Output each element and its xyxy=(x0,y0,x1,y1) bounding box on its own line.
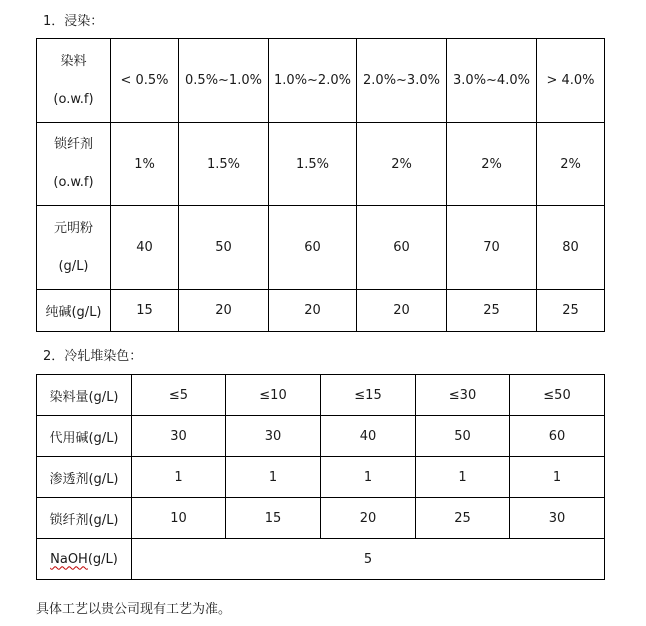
table-row xyxy=(37,290,605,332)
column-header: ≤50 xyxy=(510,375,605,416)
table-cell: 20 xyxy=(321,498,416,539)
column-header: ≤5 xyxy=(132,375,226,416)
header-cell-dye-amount: 染料量(g/L) xyxy=(37,375,132,416)
section1-heading: 1．浸染： xyxy=(43,14,104,29)
column-header: < 0.5% xyxy=(111,39,179,123)
column-header: 1.0%~2.0% xyxy=(269,39,357,123)
table-cell: 1% xyxy=(111,123,179,206)
table-cell: 1.5% xyxy=(179,123,269,206)
table-cell: 30 xyxy=(226,416,321,457)
table-cell: 2% xyxy=(447,123,537,206)
table-cell: 10 xyxy=(132,498,226,539)
section2-heading: 2．冷轧堆染色： xyxy=(43,349,143,364)
table-header-row xyxy=(37,39,605,123)
table-cell: 1 xyxy=(510,457,605,498)
table-cell: 50 xyxy=(179,206,269,290)
table-cell: 30 xyxy=(510,498,605,539)
table-cell: 25 xyxy=(447,290,537,332)
table-row-naoh xyxy=(37,539,605,580)
row-label-unit: (g/L) xyxy=(87,551,118,567)
table-cell: 2% xyxy=(537,123,605,206)
row-label-unit: (g/L) xyxy=(58,258,89,274)
table-cell: 30 xyxy=(132,416,226,457)
row-label-text: 元明粉 xyxy=(53,220,93,236)
column-header: 0.5%~1.0% xyxy=(179,39,269,123)
table-cell: 40 xyxy=(321,416,416,457)
table-cell: 1 xyxy=(416,457,510,498)
header-unit: (o.w.f) xyxy=(53,91,94,107)
table-row xyxy=(37,123,605,206)
column-header: ≤15 xyxy=(321,375,416,416)
table-cell: 2% xyxy=(357,123,447,206)
table-cell: 1 xyxy=(321,457,416,498)
row-label xyxy=(37,539,132,580)
table-cell: 25 xyxy=(537,290,605,332)
merged-cell: 5 xyxy=(132,539,605,580)
table-cell: 1 xyxy=(132,457,226,498)
table-cell: 15 xyxy=(111,290,179,332)
header-label: 染料 xyxy=(60,53,87,69)
row-label xyxy=(37,123,111,206)
table-row xyxy=(37,457,605,498)
table-cell: 20 xyxy=(269,290,357,332)
table-cell: 60 xyxy=(510,416,605,457)
table-cell: 20 xyxy=(357,290,447,332)
table-row xyxy=(37,206,605,290)
table-cell: 60 xyxy=(357,206,447,290)
table-cell: 70 xyxy=(447,206,537,290)
table-cell: 60 xyxy=(269,206,357,290)
table-row xyxy=(37,498,605,539)
row-label-text: 锁纤剂 xyxy=(53,137,93,152)
row-label: 代用碱(g/L) xyxy=(37,416,132,457)
table-cell: 50 xyxy=(416,416,510,457)
column-header: 3.0%~4.0% xyxy=(447,39,537,123)
row-label: 纯碱(g/L) xyxy=(37,290,111,332)
table-row xyxy=(37,416,605,457)
column-header: ≤30 xyxy=(416,375,510,416)
row-label xyxy=(37,206,111,290)
table-cell: 1 xyxy=(226,457,321,498)
footer-note: 具体工艺以贵公司现有工艺为准。 xyxy=(36,602,232,617)
row-label: 渗透剂(g/L) xyxy=(37,457,132,498)
immersion-dyeing-table xyxy=(36,38,605,332)
table-cell: 40 xyxy=(111,206,179,290)
header-cell-dye xyxy=(37,39,111,123)
table-cell: 20 xyxy=(179,290,269,332)
table-cell: 1.5% xyxy=(269,123,357,206)
column-header: 2.0%~3.0% xyxy=(357,39,447,123)
cold-pad-batch-table xyxy=(36,374,605,580)
column-header: > 4.0% xyxy=(537,39,605,123)
table-cell: 15 xyxy=(226,498,321,539)
table-cell: 80 xyxy=(537,206,605,290)
table-header-row xyxy=(37,375,605,416)
table-cell: 25 xyxy=(416,498,510,539)
spellcheck-word: NaOH xyxy=(50,551,88,567)
row-label: 锁纤剂(g/L) xyxy=(37,498,132,539)
column-header: ≤10 xyxy=(226,375,321,416)
row-label-unit: (o.w.f) xyxy=(53,175,94,190)
